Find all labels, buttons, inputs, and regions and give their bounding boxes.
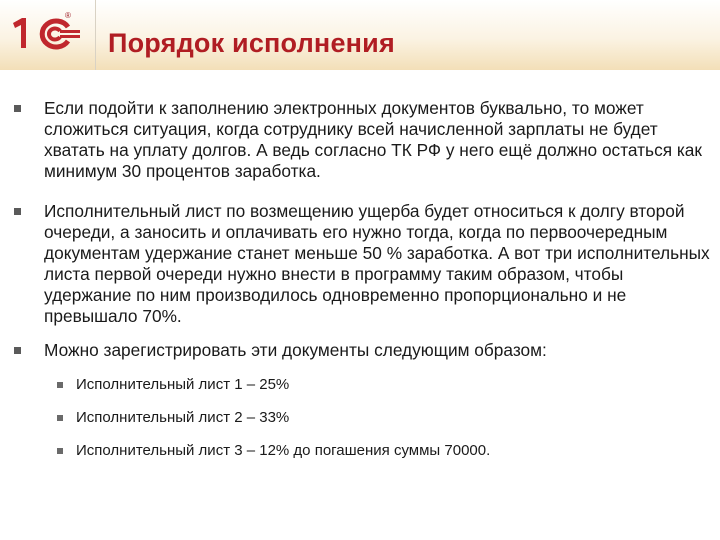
bullet-item (0, 98, 720, 182)
sub-bullet-item (0, 376, 720, 394)
bullet-item (0, 340, 720, 361)
small-square-bullet-icon (57, 382, 63, 388)
square-bullet-icon (14, 208, 21, 215)
small-square-bullet-icon (57, 448, 63, 454)
bullet-text: Если подойти к заполнению электронных документов буквально, то может сложиться ситуация, когда сотруднику всей начисленной зарплаты не будет хватать на уплату долгов. А ведь согласно ТК РФ у него ещё должно остаться как минимум 30 процентов заработка. (44, 98, 702, 181)
small-square-bullet-icon (57, 415, 63, 421)
bullet-item (0, 201, 720, 327)
header-divider (95, 0, 96, 70)
bullet-text: Можно зарегистрировать эти документы следующим образом: (44, 340, 547, 360)
square-bullet-icon (14, 347, 21, 354)
1c-logo-icon (10, 14, 82, 54)
sub-bullet-item (0, 442, 720, 460)
header-bar (0, 0, 720, 70)
slide-content (0, 98, 720, 475)
bullet-text: Исполнительный лист по возмещению ущерба будет относиться к долгу второй очереди, а заносить и оплачивать его нужно тогда, когда по первоочередным документам удержание станет меньше 50 % заработка. А вот три исполнительных листа первой очереди нужно внести в программу таким образом, чтобы удержание по ним производилось одновременно пропорционально и не превышало 70%. (44, 201, 710, 326)
sub-bullet-item (0, 409, 720, 427)
sub-bullet-text: Исполнительный лист 2 – 33% (76, 409, 290, 426)
slide-title: Порядок исполнения (108, 28, 395, 58)
sub-bullet-text: Исполнительный лист 3 – 12% до погашения суммы 70000. (76, 442, 491, 459)
registered-mark: ® (65, 11, 71, 20)
square-bullet-icon (14, 105, 21, 112)
sub-bullet-text: Исполнительный лист 1 – 25% (76, 376, 290, 393)
